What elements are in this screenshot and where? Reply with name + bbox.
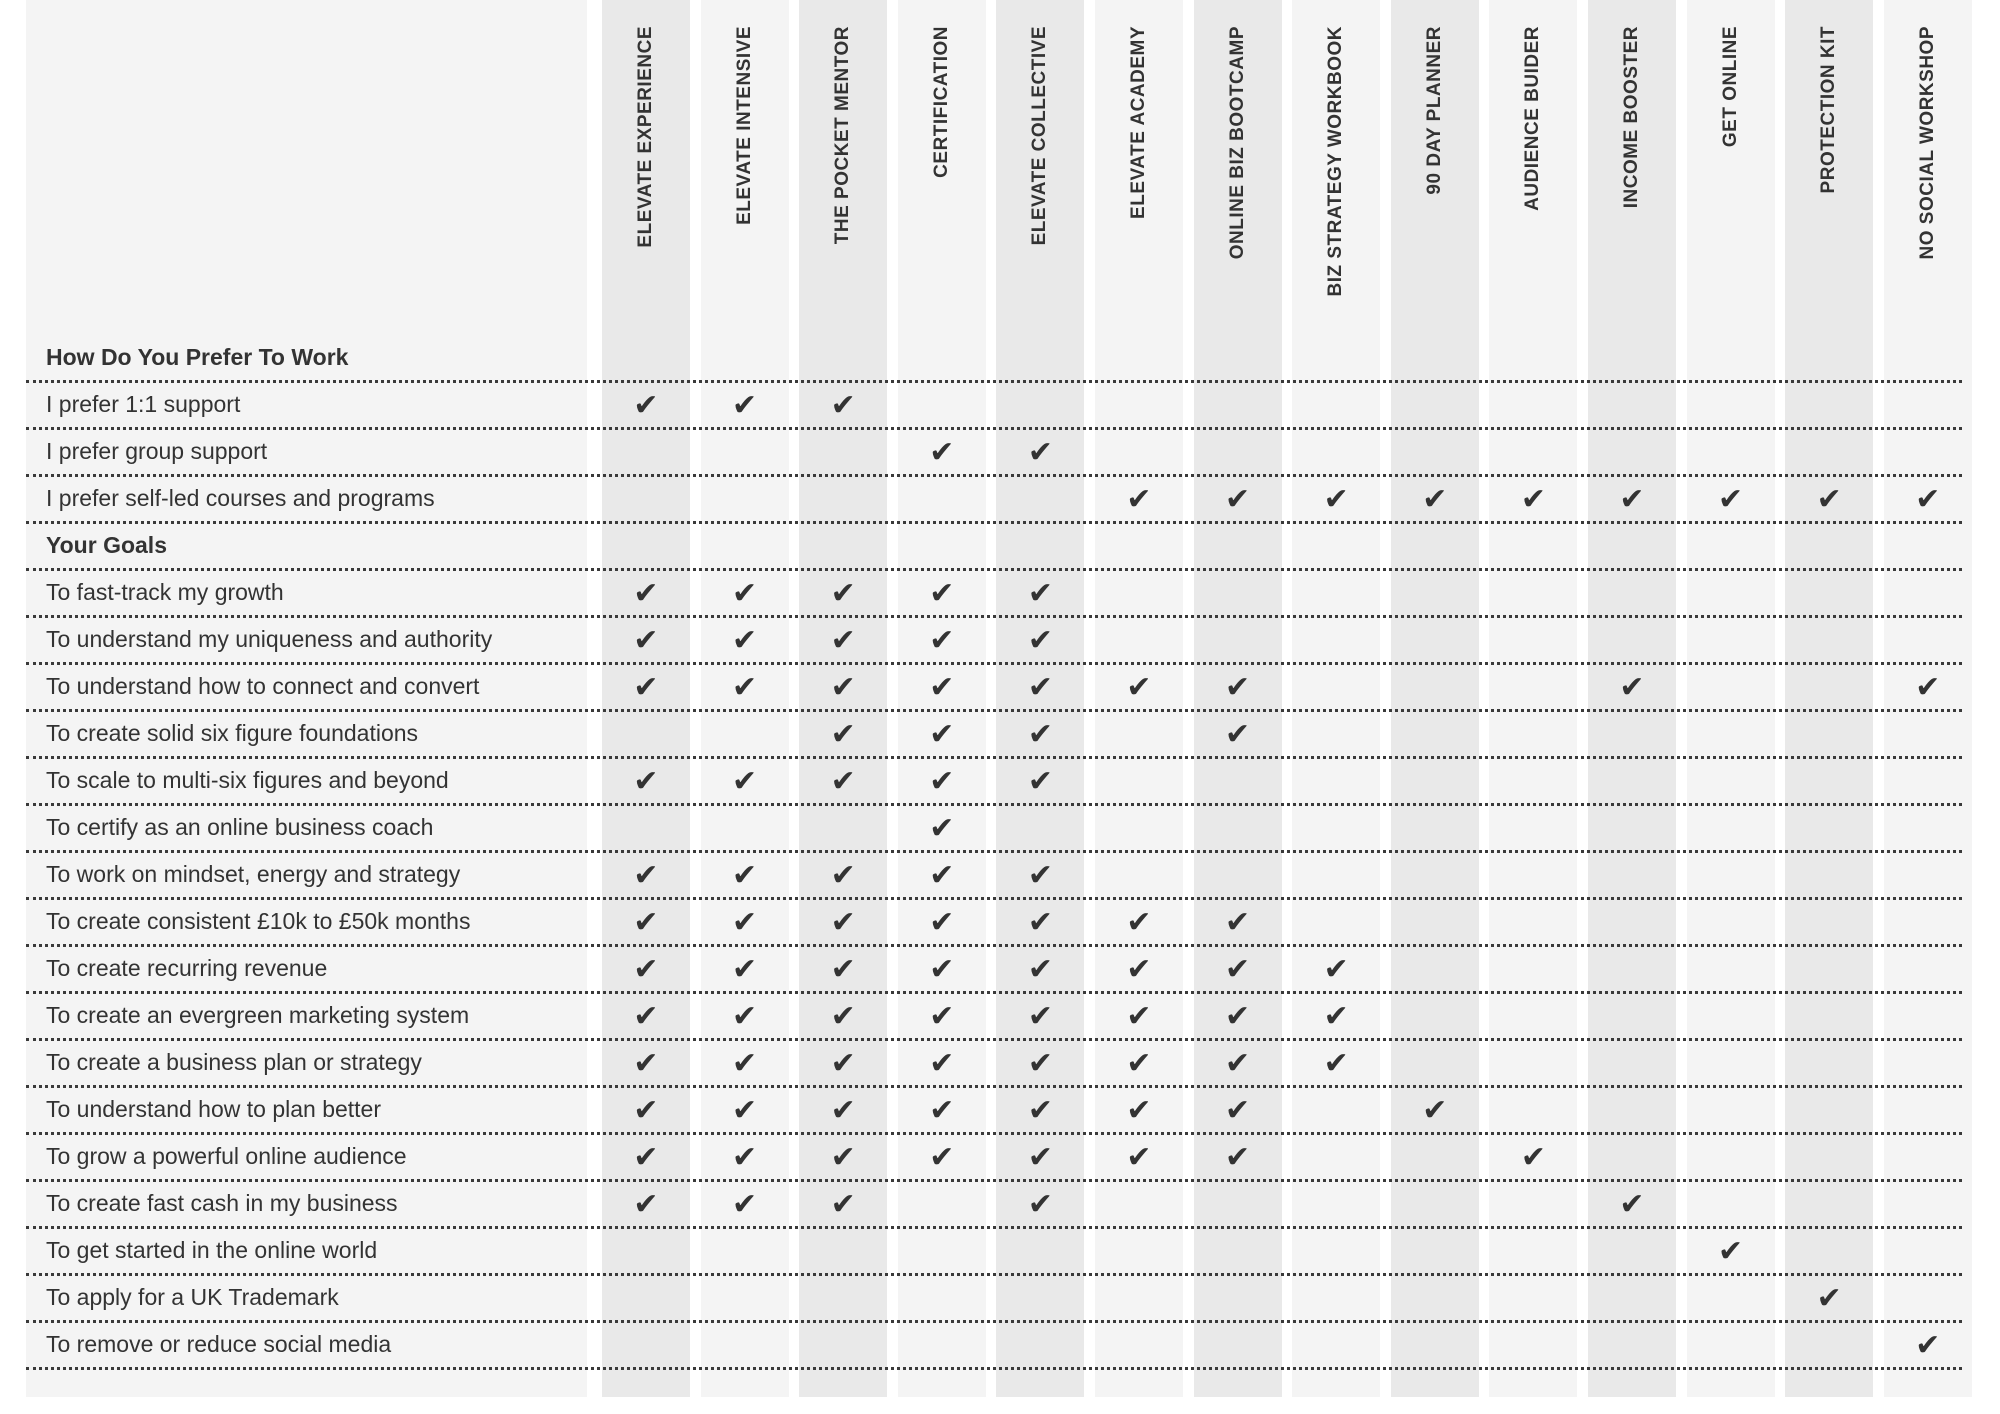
table-row — [26, 994, 1962, 1041]
column-header — [1194, 26, 1282, 259]
check-icon: ✔ — [830, 1140, 856, 1175]
check-icon: ✔ — [1520, 482, 1546, 517]
check-icon: ✔ — [830, 623, 856, 658]
table-row — [26, 712, 1962, 759]
check-icon: ✔ — [732, 1187, 758, 1222]
comparison-rows — [26, 336, 1962, 1370]
row-label: To work on mindset, energy and strategy — [46, 861, 461, 887]
check-icon: ✔ — [1225, 905, 1251, 940]
row-label: To create solid six figure foundations — [46, 720, 419, 746]
check-icon: ✔ — [1225, 482, 1251, 517]
check-icon: ✔ — [732, 952, 758, 987]
table-row — [26, 1229, 1962, 1276]
section-title: How Do You Prefer To Work — [46, 344, 349, 370]
check-icon: ✔ — [732, 623, 758, 658]
row-label: I prefer 1:1 support — [46, 391, 241, 417]
check-icon: ✔ — [929, 435, 955, 470]
table-row — [26, 571, 1962, 618]
check-icon: ✔ — [1027, 1046, 1053, 1081]
check-icon: ✔ — [1323, 482, 1349, 517]
check-icon: ✔ — [1718, 1234, 1744, 1269]
table-row — [26, 1041, 1962, 1088]
check-icon: ✔ — [732, 999, 758, 1034]
check-icon: ✔ — [1323, 1046, 1349, 1081]
column-header-label: AUDIENCE BUIDER — [1522, 26, 1544, 211]
check-icon: ✔ — [732, 1093, 758, 1128]
check-icon: ✔ — [1027, 858, 1053, 893]
table-row — [26, 1323, 1962, 1370]
column-header-label: GET ONLINE — [1719, 26, 1741, 148]
check-icon: ✔ — [633, 623, 659, 658]
check-icon: ✔ — [1915, 670, 1941, 705]
check-icon: ✔ — [830, 858, 856, 893]
check-icon: ✔ — [1027, 905, 1053, 940]
row-label: To understand how to connect and convert — [46, 673, 480, 699]
check-icon: ✔ — [633, 905, 659, 940]
table-row — [26, 1182, 1962, 1229]
table-row — [26, 947, 1962, 994]
column-header — [602, 26, 690, 248]
row-label: To create fast cash in my business — [46, 1190, 398, 1216]
table-row — [26, 759, 1962, 806]
column-header — [701, 26, 789, 225]
table-row — [26, 477, 1962, 524]
column-header — [996, 26, 1084, 245]
check-icon: ✔ — [1323, 999, 1349, 1034]
check-icon: ✔ — [1619, 670, 1645, 705]
check-icon: ✔ — [1126, 1093, 1152, 1128]
column-header-label: BIZ STRATEGY WORKBOOK — [1325, 26, 1347, 297]
column-header — [1884, 26, 1972, 260]
check-icon: ✔ — [1126, 1140, 1152, 1175]
check-icon: ✔ — [633, 1187, 659, 1222]
column-header — [1687, 26, 1775, 147]
check-icon: ✔ — [1027, 1140, 1053, 1175]
check-icon: ✔ — [1126, 999, 1152, 1034]
check-icon: ✔ — [1225, 999, 1251, 1034]
check-icon: ✔ — [929, 999, 955, 1034]
check-icon: ✔ — [830, 576, 856, 611]
check-icon: ✔ — [633, 388, 659, 423]
check-icon: ✔ — [929, 858, 955, 893]
column-header-label: ELEVATE EXPERIENCE — [635, 26, 656, 248]
check-icon: ✔ — [1225, 670, 1251, 705]
table-row — [26, 1276, 1962, 1323]
check-icon: ✔ — [929, 1046, 955, 1081]
column-header — [1785, 26, 1873, 193]
section-title: Your Goals — [46, 532, 167, 558]
check-icon: ✔ — [929, 952, 955, 987]
row-label: To certify as an online business coach — [46, 814, 434, 840]
check-icon: ✔ — [830, 952, 856, 987]
table-row — [26, 383, 1962, 430]
column-header-label: INCOME BOOSTER — [1621, 26, 1642, 209]
section-header-row — [26, 336, 1962, 383]
check-icon: ✔ — [929, 623, 955, 658]
column-header — [799, 26, 887, 244]
column-header-label: ONLINE BIZ BOOTCAMP — [1226, 26, 1248, 260]
table-row — [26, 1088, 1962, 1135]
check-icon: ✔ — [1027, 952, 1053, 987]
row-label: To create a business plan or strategy — [46, 1049, 422, 1075]
check-icon: ✔ — [1027, 435, 1053, 470]
check-icon: ✔ — [732, 1140, 758, 1175]
check-icon: ✔ — [1027, 623, 1053, 658]
check-icon: ✔ — [1225, 717, 1251, 752]
check-icon: ✔ — [1225, 1140, 1251, 1175]
column-header-label: CERTIFICATION — [930, 26, 952, 178]
check-icon: ✔ — [1126, 482, 1152, 517]
row-label: To scale to multi-six figures and beyond — [46, 767, 449, 793]
table-row — [26, 618, 1962, 665]
check-icon: ✔ — [633, 1046, 659, 1081]
check-icon: ✔ — [929, 764, 955, 799]
row-label: To get started in the online world — [46, 1237, 378, 1263]
table-row — [26, 806, 1962, 853]
check-icon: ✔ — [830, 905, 856, 940]
row-label: I prefer self-led courses and programs — [46, 485, 435, 511]
check-icon: ✔ — [929, 1093, 955, 1128]
check-icon: ✔ — [929, 1140, 955, 1175]
check-icon: ✔ — [1126, 1046, 1152, 1081]
table-row — [26, 900, 1962, 947]
row-label: To fast-track my growth — [46, 579, 284, 605]
check-icon: ✔ — [1027, 1187, 1053, 1222]
column-header-label: ELEVATE INTENSIVE — [733, 26, 755, 225]
row-label: To apply for a UK Trademark — [46, 1284, 339, 1310]
check-icon: ✔ — [732, 388, 758, 423]
check-icon: ✔ — [1915, 482, 1941, 517]
section-header-row — [26, 524, 1962, 571]
check-icon: ✔ — [732, 670, 758, 705]
check-icon: ✔ — [1225, 952, 1251, 987]
check-icon: ✔ — [1422, 482, 1448, 517]
check-icon: ✔ — [633, 576, 659, 611]
column-header-label: ELEVATE ACADEMY — [1128, 26, 1149, 219]
check-icon: ✔ — [830, 1093, 856, 1128]
row-label: To grow a powerful online audience — [46, 1143, 407, 1169]
column-header-label: 90 DAY PLANNER — [1423, 26, 1445, 195]
check-icon: ✔ — [732, 1046, 758, 1081]
row-label: To remove or reduce social media — [46, 1331, 392, 1357]
column-header-label: ELEVATE COLLECTIVE — [1029, 26, 1051, 246]
check-icon: ✔ — [1027, 999, 1053, 1034]
check-icon: ✔ — [830, 717, 856, 752]
check-icon: ✔ — [732, 764, 758, 799]
check-icon: ✔ — [1619, 1187, 1645, 1222]
column-header — [1095, 26, 1183, 219]
row-label: To create an evergreen marketing system — [46, 1002, 470, 1028]
check-icon: ✔ — [1915, 1328, 1941, 1363]
check-icon: ✔ — [1718, 482, 1744, 517]
table-row — [26, 665, 1962, 712]
check-icon: ✔ — [1520, 1140, 1546, 1175]
check-icon: ✔ — [732, 858, 758, 893]
check-icon: ✔ — [929, 670, 955, 705]
check-icon: ✔ — [1816, 1281, 1842, 1316]
row-label: To create recurring revenue — [46, 955, 328, 981]
check-icon: ✔ — [1027, 1093, 1053, 1128]
check-icon: ✔ — [633, 858, 659, 893]
check-icon: ✔ — [830, 670, 856, 705]
check-icon: ✔ — [1027, 717, 1053, 752]
check-icon: ✔ — [929, 905, 955, 940]
row-label: To create consistent £10k to £50k months — [46, 908, 471, 934]
column-header — [1489, 26, 1577, 211]
check-icon: ✔ — [633, 670, 659, 705]
check-icon: ✔ — [1126, 670, 1152, 705]
column-header-label: NO SOCIAL WORKSHOP — [1916, 26, 1938, 260]
check-icon: ✔ — [1619, 482, 1645, 517]
check-icon: ✔ — [1126, 952, 1152, 987]
check-icon: ✔ — [633, 952, 659, 987]
column-header — [1588, 26, 1676, 208]
check-icon: ✔ — [1422, 1093, 1448, 1128]
check-icon: ✔ — [1323, 952, 1349, 987]
check-icon: ✔ — [1225, 1093, 1251, 1128]
check-icon: ✔ — [732, 905, 758, 940]
table-row — [26, 430, 1962, 477]
check-icon: ✔ — [830, 388, 856, 423]
column-header — [1292, 26, 1380, 297]
check-icon: ✔ — [830, 999, 856, 1034]
check-icon: ✔ — [732, 576, 758, 611]
check-icon: ✔ — [830, 764, 856, 799]
check-icon: ✔ — [830, 1046, 856, 1081]
table-row — [26, 853, 1962, 900]
check-icon: ✔ — [633, 764, 659, 799]
check-icon: ✔ — [1816, 482, 1842, 517]
table-row — [26, 1135, 1962, 1182]
column-header-label: THE POCKET MENTOR — [832, 26, 854, 245]
check-icon: ✔ — [1027, 764, 1053, 799]
check-icon: ✔ — [929, 576, 955, 611]
check-icon: ✔ — [1126, 905, 1152, 940]
check-icon: ✔ — [830, 1187, 856, 1222]
check-icon: ✔ — [633, 1093, 659, 1128]
check-icon: ✔ — [1027, 576, 1053, 611]
check-icon: ✔ — [929, 811, 955, 846]
check-icon: ✔ — [1027, 670, 1053, 705]
row-label: To understand how to plan better — [46, 1096, 382, 1122]
column-header — [1391, 26, 1479, 195]
check-icon: ✔ — [1225, 1046, 1251, 1081]
check-icon: ✔ — [633, 999, 659, 1034]
row-label: I prefer group support — [46, 438, 268, 464]
check-icon: ✔ — [929, 717, 955, 752]
row-label: To understand my uniqueness and authority — [46, 626, 493, 652]
column-header-label: PROTECTION KIT — [1818, 26, 1840, 194]
column-header — [898, 26, 986, 178]
check-icon: ✔ — [633, 1140, 659, 1175]
